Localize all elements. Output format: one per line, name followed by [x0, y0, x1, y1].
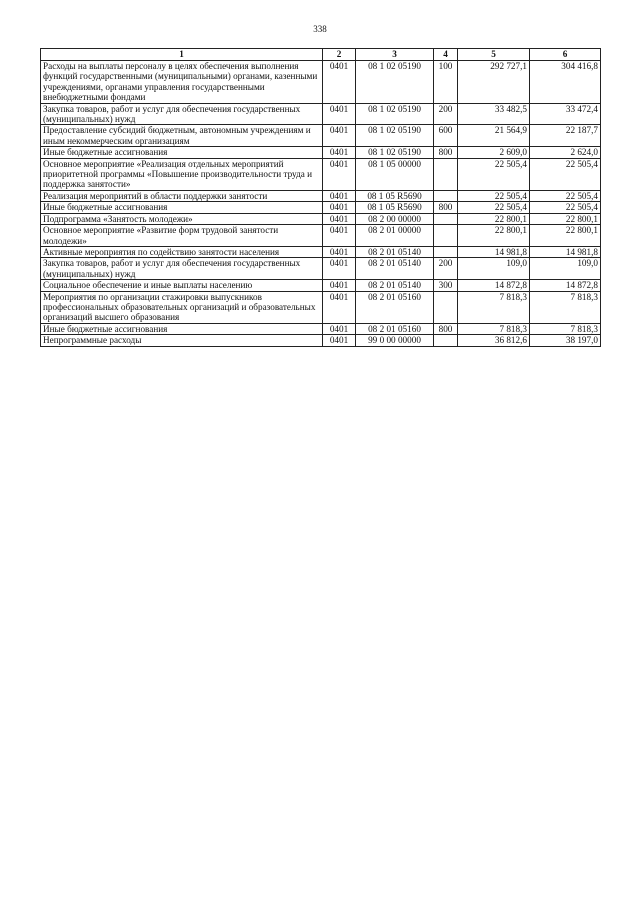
row-section-code: 0401 [323, 225, 356, 247]
table-body [41, 61, 601, 347]
page-number: 338 [313, 24, 327, 34]
row-amount-year-1: 2 609,0 [458, 147, 530, 158]
row-section-code: 0401 [323, 280, 356, 291]
row-amount-year-2: 38 197,0 [530, 335, 601, 346]
row-amount-year-2: 22 505,4 [530, 202, 601, 213]
row-name: Реализация мероприятий в области поддержки занятости [41, 190, 323, 201]
row-amount-year-2: 22 505,4 [530, 158, 601, 190]
table-row [41, 103, 601, 125]
row-section-code: 0401 [323, 213, 356, 224]
row-section-code: 0401 [323, 190, 356, 201]
row-section-code: 0401 [323, 61, 356, 104]
row-amount-year-1: 14 872,8 [458, 280, 530, 291]
row-section-code: 0401 [323, 158, 356, 190]
row-target-article: 08 1 02 05190 [356, 103, 434, 125]
row-name: Основное мероприятие «Реализация отдельных мероприятий приоритетной программы «Повышение производительности труда и поддержка занятости» [41, 158, 323, 190]
row-amount-year-2: 304 416,8 [530, 61, 601, 104]
row-target-article: 08 1 05 00000 [356, 158, 434, 190]
row-name: Основное мероприятие «Развитие форм трудовой занятости молодежи» [41, 225, 323, 247]
table-row [41, 280, 601, 291]
row-target-article: 08 1 02 05190 [356, 147, 434, 158]
row-amount-year-2: 7 818,3 [530, 323, 601, 334]
row-name: Предоставление субсидий бюджетным, автономным учреждениям и иным некоммерческим организациям [41, 125, 323, 147]
row-expense-type [434, 213, 458, 224]
row-expense-type [434, 291, 458, 323]
row-target-article: 08 1 02 05190 [356, 61, 434, 104]
row-expense-type [434, 335, 458, 346]
row-target-article: 08 2 01 05160 [356, 291, 434, 323]
row-name: Иные бюджетные ассигнования [41, 202, 323, 213]
table-row [41, 258, 601, 280]
row-section-code: 0401 [323, 125, 356, 147]
row-amount-year-1: 14 981,8 [458, 246, 530, 257]
header-col-4: 4 [434, 49, 458, 61]
table-row [41, 246, 601, 257]
row-expense-type: 200 [434, 103, 458, 125]
header-col-1: 1 [41, 49, 323, 61]
table-row [41, 158, 601, 190]
row-expense-type: 200 [434, 258, 458, 280]
row-amount-year-1: 22 800,1 [458, 213, 530, 224]
table-row [41, 213, 601, 224]
row-expense-type: 600 [434, 125, 458, 147]
row-target-article: 08 2 01 05140 [356, 280, 434, 291]
row-amount-year-2: 22 187,7 [530, 125, 601, 147]
row-amount-year-2: 7 818,3 [530, 291, 601, 323]
row-expense-type [434, 190, 458, 201]
table-row [41, 202, 601, 213]
row-target-article: 08 1 05 R5690 [356, 190, 434, 201]
row-section-code: 0401 [323, 291, 356, 323]
row-name: Непрограммные расходы [41, 335, 323, 346]
table-row [41, 61, 601, 104]
row-expense-type: 300 [434, 280, 458, 291]
row-amount-year-2: 22 800,1 [530, 213, 601, 224]
table-row [41, 225, 601, 247]
row-amount-year-2: 33 472,4 [530, 103, 601, 125]
row-section-code: 0401 [323, 323, 356, 334]
header-col-5: 5 [458, 49, 530, 61]
row-target-article: 08 1 05 R5690 [356, 202, 434, 213]
header-col-2: 2 [323, 49, 356, 61]
table-row [41, 291, 601, 323]
row-section-code: 0401 [323, 246, 356, 257]
row-section-code: 0401 [323, 258, 356, 280]
row-amount-year-2: 22 800,1 [530, 225, 601, 247]
row-section-code: 0401 [323, 103, 356, 125]
row-target-article: 08 2 01 05140 [356, 246, 434, 257]
row-section-code: 0401 [323, 335, 356, 346]
row-amount-year-1: 7 818,3 [458, 323, 530, 334]
row-amount-year-2: 22 505,4 [530, 190, 601, 201]
header-row [41, 49, 601, 61]
row-amount-year-1: 22 505,4 [458, 158, 530, 190]
row-expense-type [434, 225, 458, 247]
row-name: Активные мероприятия по содействию занятости населения [41, 246, 323, 257]
row-target-article: 99 0 00 00000 [356, 335, 434, 346]
row-section-code: 0401 [323, 202, 356, 213]
row-name: Иные бюджетные ассигнования [41, 147, 323, 158]
row-name: Закупка товаров, работ и услуг для обеспечения государственных (муниципальных) нужд [41, 258, 323, 280]
row-name: Мероприятия по организации стажировки выпускников профессиональных образовательных организаций и образовательных организаций высшего образования [41, 291, 323, 323]
row-amount-year-1: 22 505,4 [458, 190, 530, 201]
row-name: Расходы на выплаты персоналу в целях обеспечения выполнения функций государственными (муниципальными) органами, казенными учреждениями, органами управления государственными внебюджетными фондами [41, 61, 323, 104]
row-expense-type [434, 246, 458, 257]
row-expense-type: 800 [434, 147, 458, 158]
table-row [41, 323, 601, 334]
table-row [41, 335, 601, 346]
table-row [41, 125, 601, 147]
row-amount-year-1: 7 818,3 [458, 291, 530, 323]
row-amount-year-1: 22 800,1 [458, 225, 530, 247]
row-target-article: 08 2 01 05140 [356, 258, 434, 280]
row-amount-year-2: 109,0 [530, 258, 601, 280]
row-amount-year-2: 14 981,8 [530, 246, 601, 257]
row-amount-year-1: 22 505,4 [458, 202, 530, 213]
row-target-article: 08 2 01 05160 [356, 323, 434, 334]
row-expense-type [434, 158, 458, 190]
header-col-3: 3 [356, 49, 434, 61]
row-name: Иные бюджетные ассигнования [41, 323, 323, 334]
row-amount-year-1: 33 482,5 [458, 103, 530, 125]
table-row [41, 147, 601, 158]
row-name: Социальное обеспечение и иные выплаты населению [41, 280, 323, 291]
row-expense-type: 100 [434, 61, 458, 104]
row-amount-year-2: 2 624,0 [530, 147, 601, 158]
row-amount-year-1: 36 812,6 [458, 335, 530, 346]
row-amount-year-1: 292 727,1 [458, 61, 530, 104]
budget-table [40, 48, 601, 347]
header-col-6: 6 [530, 49, 601, 61]
table-row [41, 190, 601, 201]
row-target-article: 08 1 02 05190 [356, 125, 434, 147]
row-amount-year-1: 109,0 [458, 258, 530, 280]
row-expense-type: 800 [434, 323, 458, 334]
row-expense-type: 800 [434, 202, 458, 213]
row-amount-year-2: 14 872,8 [530, 280, 601, 291]
row-target-article: 08 2 01 00000 [356, 225, 434, 247]
row-name: Закупка товаров, работ и услуг для обеспечения государственных (муниципальных) нужд [41, 103, 323, 125]
row-amount-year-1: 21 564,9 [458, 125, 530, 147]
row-name: Подпрограмма «Занятость молодежи» [41, 213, 323, 224]
table-header [41, 49, 601, 61]
row-section-code: 0401 [323, 147, 356, 158]
row-target-article: 08 2 00 00000 [356, 213, 434, 224]
